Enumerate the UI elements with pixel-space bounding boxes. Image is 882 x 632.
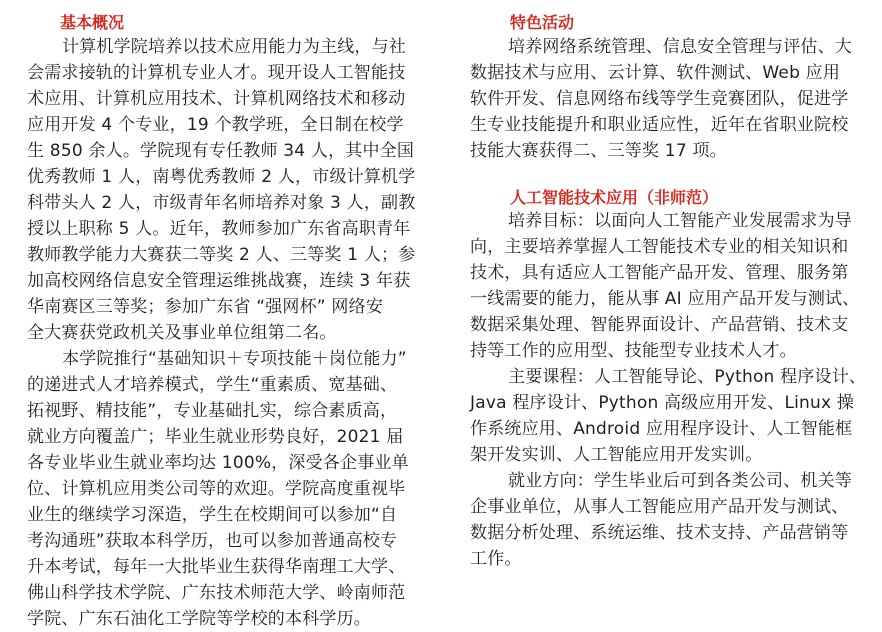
activities-line: 数据技术与应用、云计算、软件测试、Web 应用 xyxy=(470,63,841,83)
ai-major-line: 就业方向：学生毕业后可到各类公司、机关等 xyxy=(508,471,852,491)
overview-line: 位、计算机应用类公司等的欢迎。学院高度重视毕 xyxy=(27,479,406,499)
ai-major-line: 一线需要的能力，能从事 AI 应用产品开发与测试、 xyxy=(470,289,860,309)
activities-line: 生专业技能提升和职业适应性，近年在省职业院校 xyxy=(470,115,849,135)
ai-major-line: 工作。 xyxy=(470,549,522,569)
overview-line: 优秀教师 1 人，南粤优秀教师 2 人，市级计算机学 xyxy=(27,167,416,187)
overview-line: 拓视野、精技能”，专业基础扎实，综合素质高， xyxy=(27,401,398,421)
overview-line: 佛山科学技术学院、广东技术师范大学、岭南师范 xyxy=(27,583,406,603)
ai-major-line: 企事业单位，从事人工智能应用产品开发与测试、 xyxy=(470,497,849,517)
ai-major-line: 主要课程：人工智能导论、Python 程序设计、 xyxy=(508,367,867,387)
overview-line: 计算机学院培养以技术应用能力为主线，与社 xyxy=(62,37,406,57)
overview-line: 教师教学能力大赛获二等奖 2 人、三等奖 1 人；参 xyxy=(27,245,416,265)
ai-major-line: 技术，具有适应人工智能产品开发、管理、服务第 xyxy=(470,263,849,283)
overview-line: 升本考试，每年一大批毕业生获得华南理工大学、 xyxy=(27,557,406,577)
ai-major-line: 向，主要培养掌握人工智能技术专业的相关知识和 xyxy=(470,237,849,257)
activities-line: 软件开发、信息网络布线等学生竞赛团队，促进学 xyxy=(470,89,849,109)
overview-line: 就业方向覆盖广；毕业生就业形势良好，2021 届 xyxy=(27,427,404,447)
overview-line: 加高校网络信息安全管理运维挑战赛，连续 3 年获 xyxy=(27,271,411,291)
overview-line: 应用开发 4 个专业，19 个教学班，全日制在校学 xyxy=(27,115,404,135)
ai-major-line: 架开发实训、人工智能应用开发实训。 xyxy=(470,445,763,465)
overview-line: 科带头人 2 人，市级青年名师培养对象 3 人，副教 xyxy=(27,193,416,213)
section-heading-ai-major: 人工智能技术应用（非师范） xyxy=(510,188,719,207)
activities-line: 培养网络系统管理、信息安全管理与评估、大 xyxy=(508,37,852,57)
ai-major-line: 持等工作的应用型、技能型专业技术人才。 xyxy=(470,341,797,361)
overview-line: 术应用、计算机应用技术、计算机网络技术和移动 xyxy=(27,89,406,109)
section-heading-overview: 基本概况 xyxy=(60,13,125,32)
overview-line: 各专业毕业生就业率均达 100%，深受各企事业单 xyxy=(27,453,409,473)
ai-major-line: 培养目标：以面向人工智能产业发展需求为导 xyxy=(508,211,852,231)
ai-major-line: Java 程序设计、Python 高级应用开发、Linux 操 xyxy=(470,393,855,413)
overview-line: 业生的继续学习深造，学生在校期间可以参加“自 xyxy=(27,505,398,525)
overview-line: 授以上职称 5 人。近年，教师参加广东省高职青年 xyxy=(27,219,411,239)
ai-major-line: 作系统应用、Android 应用程序设计、人工智能框 xyxy=(470,419,853,439)
overview-line: 考沟通班”获取本科学历，也可以参加普通高校专 xyxy=(27,531,398,551)
overview-line: 学院、广东石油化工学院等学校的本科学历。 xyxy=(27,609,371,629)
overview-line: 华南赛区三等奖；参加广东省 “强网杯” 网络安 xyxy=(27,297,384,317)
ai-major-line: 数据分析处理、系统运维、技术支持、产品营销等 xyxy=(470,523,849,543)
ai-major-line: 数据采集处理、智能界面设计、产品营销、技术支 xyxy=(470,315,849,335)
overview-line: 会需求接轨的计算机专业人才。现开设人工智能技 xyxy=(27,63,406,83)
overview-line: 的递进式人才培养模式，学生“重素质、宽基础、 xyxy=(27,375,398,395)
activities-line: 技能大赛获得二、三等奖 17 项。 xyxy=(470,141,727,161)
overview-line: 全大赛获党政机关及事业单位组第二名。 xyxy=(27,323,337,343)
overview-line: 本学院推行“基础知识＋专项技能＋岗位能力” xyxy=(62,349,407,369)
overview-line: 生 850 余人。学院现有专任教师 34 人，其中全国 xyxy=(27,141,415,161)
section-heading-activities: 特色活动 xyxy=(510,13,575,32)
